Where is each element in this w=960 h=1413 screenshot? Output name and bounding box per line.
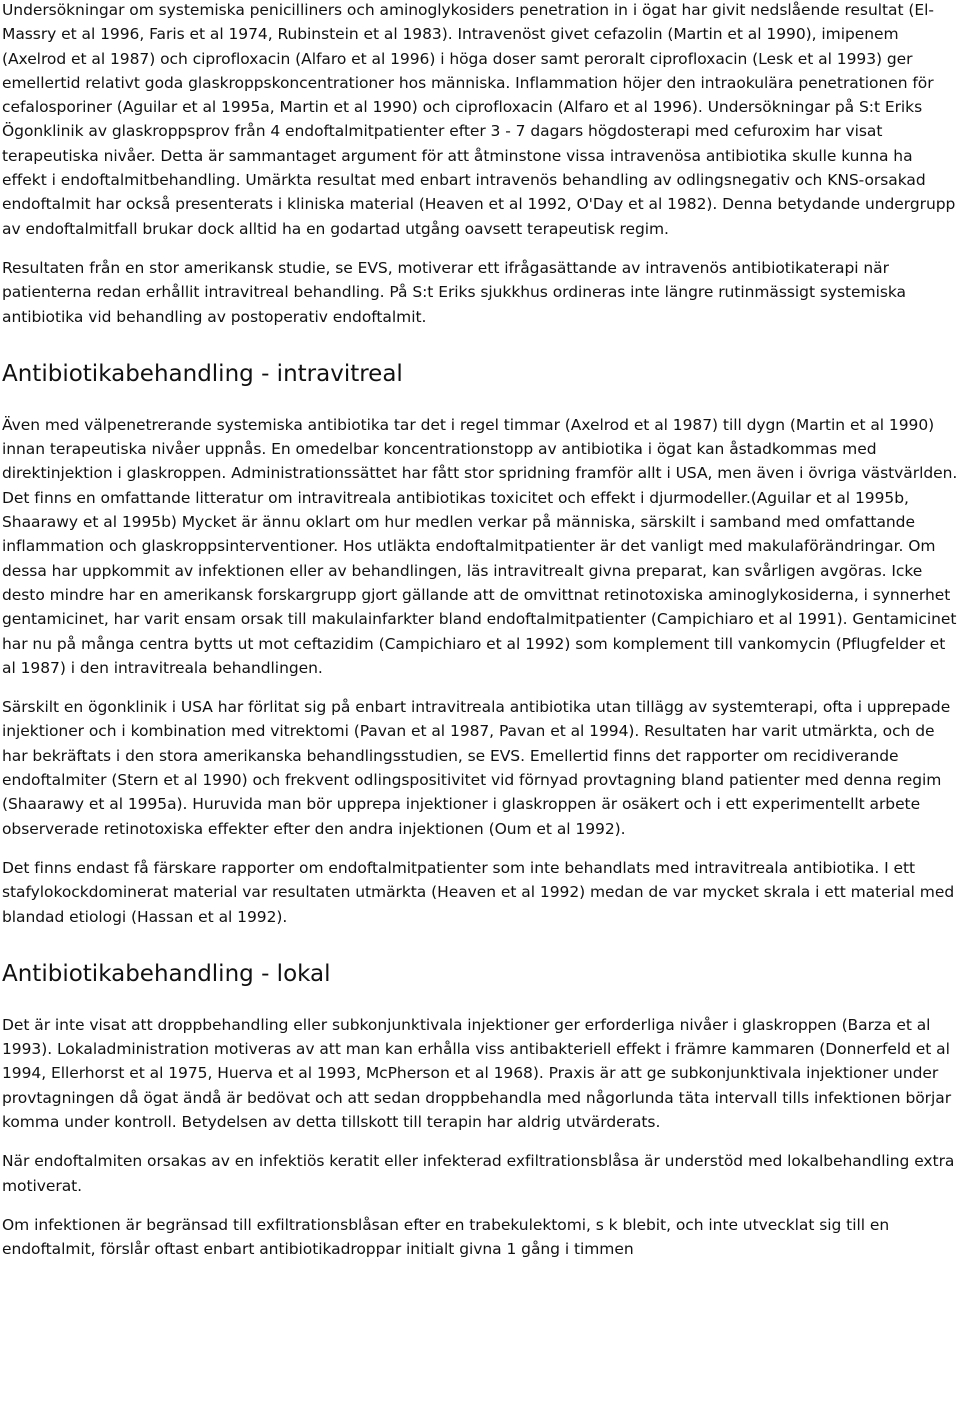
- intravitreal-paragraph-3: Det finns endast få färskare rapporter om endoftalmitpatienter som inte behandlats med intravitreala antibiotika. I ett stafylokockdominerat material var resultaten utmärkta (Heaven et al 1992) medan de var mycket skrala i ett material med blandad etiologi (Hassan et al 1992).: [2, 858, 955, 926]
- lokal-paragraph-3: Om infektionen är begränsad till exfiltrationsblåsan efter en trabekulektomi, s k blebit, och inte utvecklat sig till en endoftalmit, förslår oftast enbart antibiotikadroppar initialt givna 1 gång i timmen: [2, 1215, 890, 1259]
- lokal-paragraph-1: Det är inte visat att droppbehandling eller subkonjunktivala injektioner ger erforderliga nivåer i glaskroppen (Barza et al 1993). Lokaladministration motiveras av att man kan erhålla viss antibakteriell effekt i främre kammaren (Donnerfeld et al 1994, Ellerhorst et al 1975, Huerva et al 1993, McPherson et al 1968). Praxis är att ge subkonjunktivala injektioner under provtagningen då ögat ändå är bedövat och att sedan droppbehandla med någorlunda täta intervall tills infektionen börjar komma under kontroll. Betydelsen av detta tillskott till terapin har aldrig utvärderats.: [2, 1015, 952, 1131]
- section-heading-lokal: Antibiotikabehandling - lokal: [2, 960, 331, 987]
- intro-paragraph-1: Undersökningar om systemiska penicilliners och aminoglykosiders penetration in i ögat har givit nedslående resultat (El-Massry et al 1996, Faris et al 1974, Rubinstein et al 1983). Intravenöst givet cefazolin (Martin et al 1990), imipenem (Axelrod et al 1987) och ciprofloxacin (Alfaro et al 1996) i höga doser samt peroralt ciprofloxacin (Lesk et al 1993) ger emellertid relativt goda glaskroppskoncentrationer hos människa. Inflammation höjer den intraokulära penetrationen för cefalosporiner (Aguilar et al 1995a, Martin et al 1990) och ciprofloxacin (Alfaro et al 1996). Undersökningar på S:t Eriks Ögonklinik av glaskroppsprov från 4 endoftalmitpatienter efter 3 - 7 dagars högdosterapi med cefuroxim har visat terapeutiska nivåer. Detta är sammantaget argument för att åtminstone vissa intravenösa antibiotika skulle kunna ha effekt i endoftalmitbehandling. Umärkta resultat med enbart intravenös behandling av odlingsnegativ och KNS-orsakad endoftalmit har också presenterats i kliniska material (Heaven et al 1992, O'Day et al 1982). Denna betydande undergrupp av endoftalmitfall brukar dock alltid ha en godartad utgång oavsett terapeutisk regim.: [2, 1, 956, 238]
- intravitreal-paragraph-1: Även med välpenetrerande systemiska antibiotika tar det i regel timmar (Axelrod et al 1987) till dygn (Martin et al 1990) innan terapeutiska nivåer uppnås. En omedelbar koncentrationstopp av antibiotika i ögat kan åstadkommas med direktinjektion i glaskroppen. Administrationssättet har fått stor spridning framför allt i USA, men även i övriga västvärlden. Det finns en omfattande litteratur om intravitreala antibiotikas toxicitet och effekt i djurmodeller.(Aguilar et al 1995b, Shaarawy et al 1995b) Mycket är ännu oklart om hur medlen verkar på människa, särskilt i samband med omfattande inflammation och glaskroppsinterventioner. Hos utläkta endoftalmitpatienter är det vanligt med makulaförändringar. Om dessa har uppkommit av infektionen eller av behandlingen, läs intravitrealt givna preparat, kan svårligen avgöras. Icke desto mindre har en amerikansk forskargrupp gjort gällande att de omvittnat retinotoxiska aminoglykosiderna, i synnerhet gentamicinet, har varit ensam orsak till makulainfarkter bland endoftalmitpatienter (Campichiaro et al 1991). Gentamicinet har nu på många centra bytts ut mot ceftazidim (Campichiaro et al 1992) som komplement till vankomycin (Pflugfelder et al 1987) i den intravitreala behandlingen.: [2, 415, 958, 677]
- intro-paragraph-2: Resultaten från en stor amerikansk studie, se EVS, motiverar ett ifrågasättande av intravenös antibiotikaterapi när patienterna redan erhållit intravitreal behandling. På S:t Eriks sjukkhus ordineras inte längre rutinmässigt systemiska antibiotika vid behandling av postoperativ endoftalmit.: [2, 258, 906, 326]
- lokal-paragraph-2: När endoftalmiten orsakas av en infektiös keratit eller infekterad exfiltrationsblåsa är understöd med lokalbehandling extra motiverat.: [2, 1152, 955, 1195]
- intravitreal-paragraph-2: Särskilt en ögonklinik i USA har förlitat sig på enbart intravitreala antibiotika utan tillägg av systemterapi, ofta i upprepade injektioner och i kombination med vitrektomi (Pavan et al 1987, Pavan et al 1994). Resultaten har varit utmärkta, och de har bekräftats i den stora amerikanska behandlingsstudien, se EVS. Emellertid finns det rapporter om recidiverande endoftalmiter (Stern et al 1990) och frekvent odlingspositivitet vid förnyad provtagning bland patienter med denna regim (Shaarawy et al 1995a). Huruvida man bör upprepa injektioner i glaskroppen är osäkert och i ett experimentellt arbete observerade retinotoxiska effekter efter den andra injektionen (Oum et al 1992).: [2, 698, 951, 838]
- section-heading-intravitreal: Antibiotikabehandling - intravitreal: [2, 360, 403, 387]
